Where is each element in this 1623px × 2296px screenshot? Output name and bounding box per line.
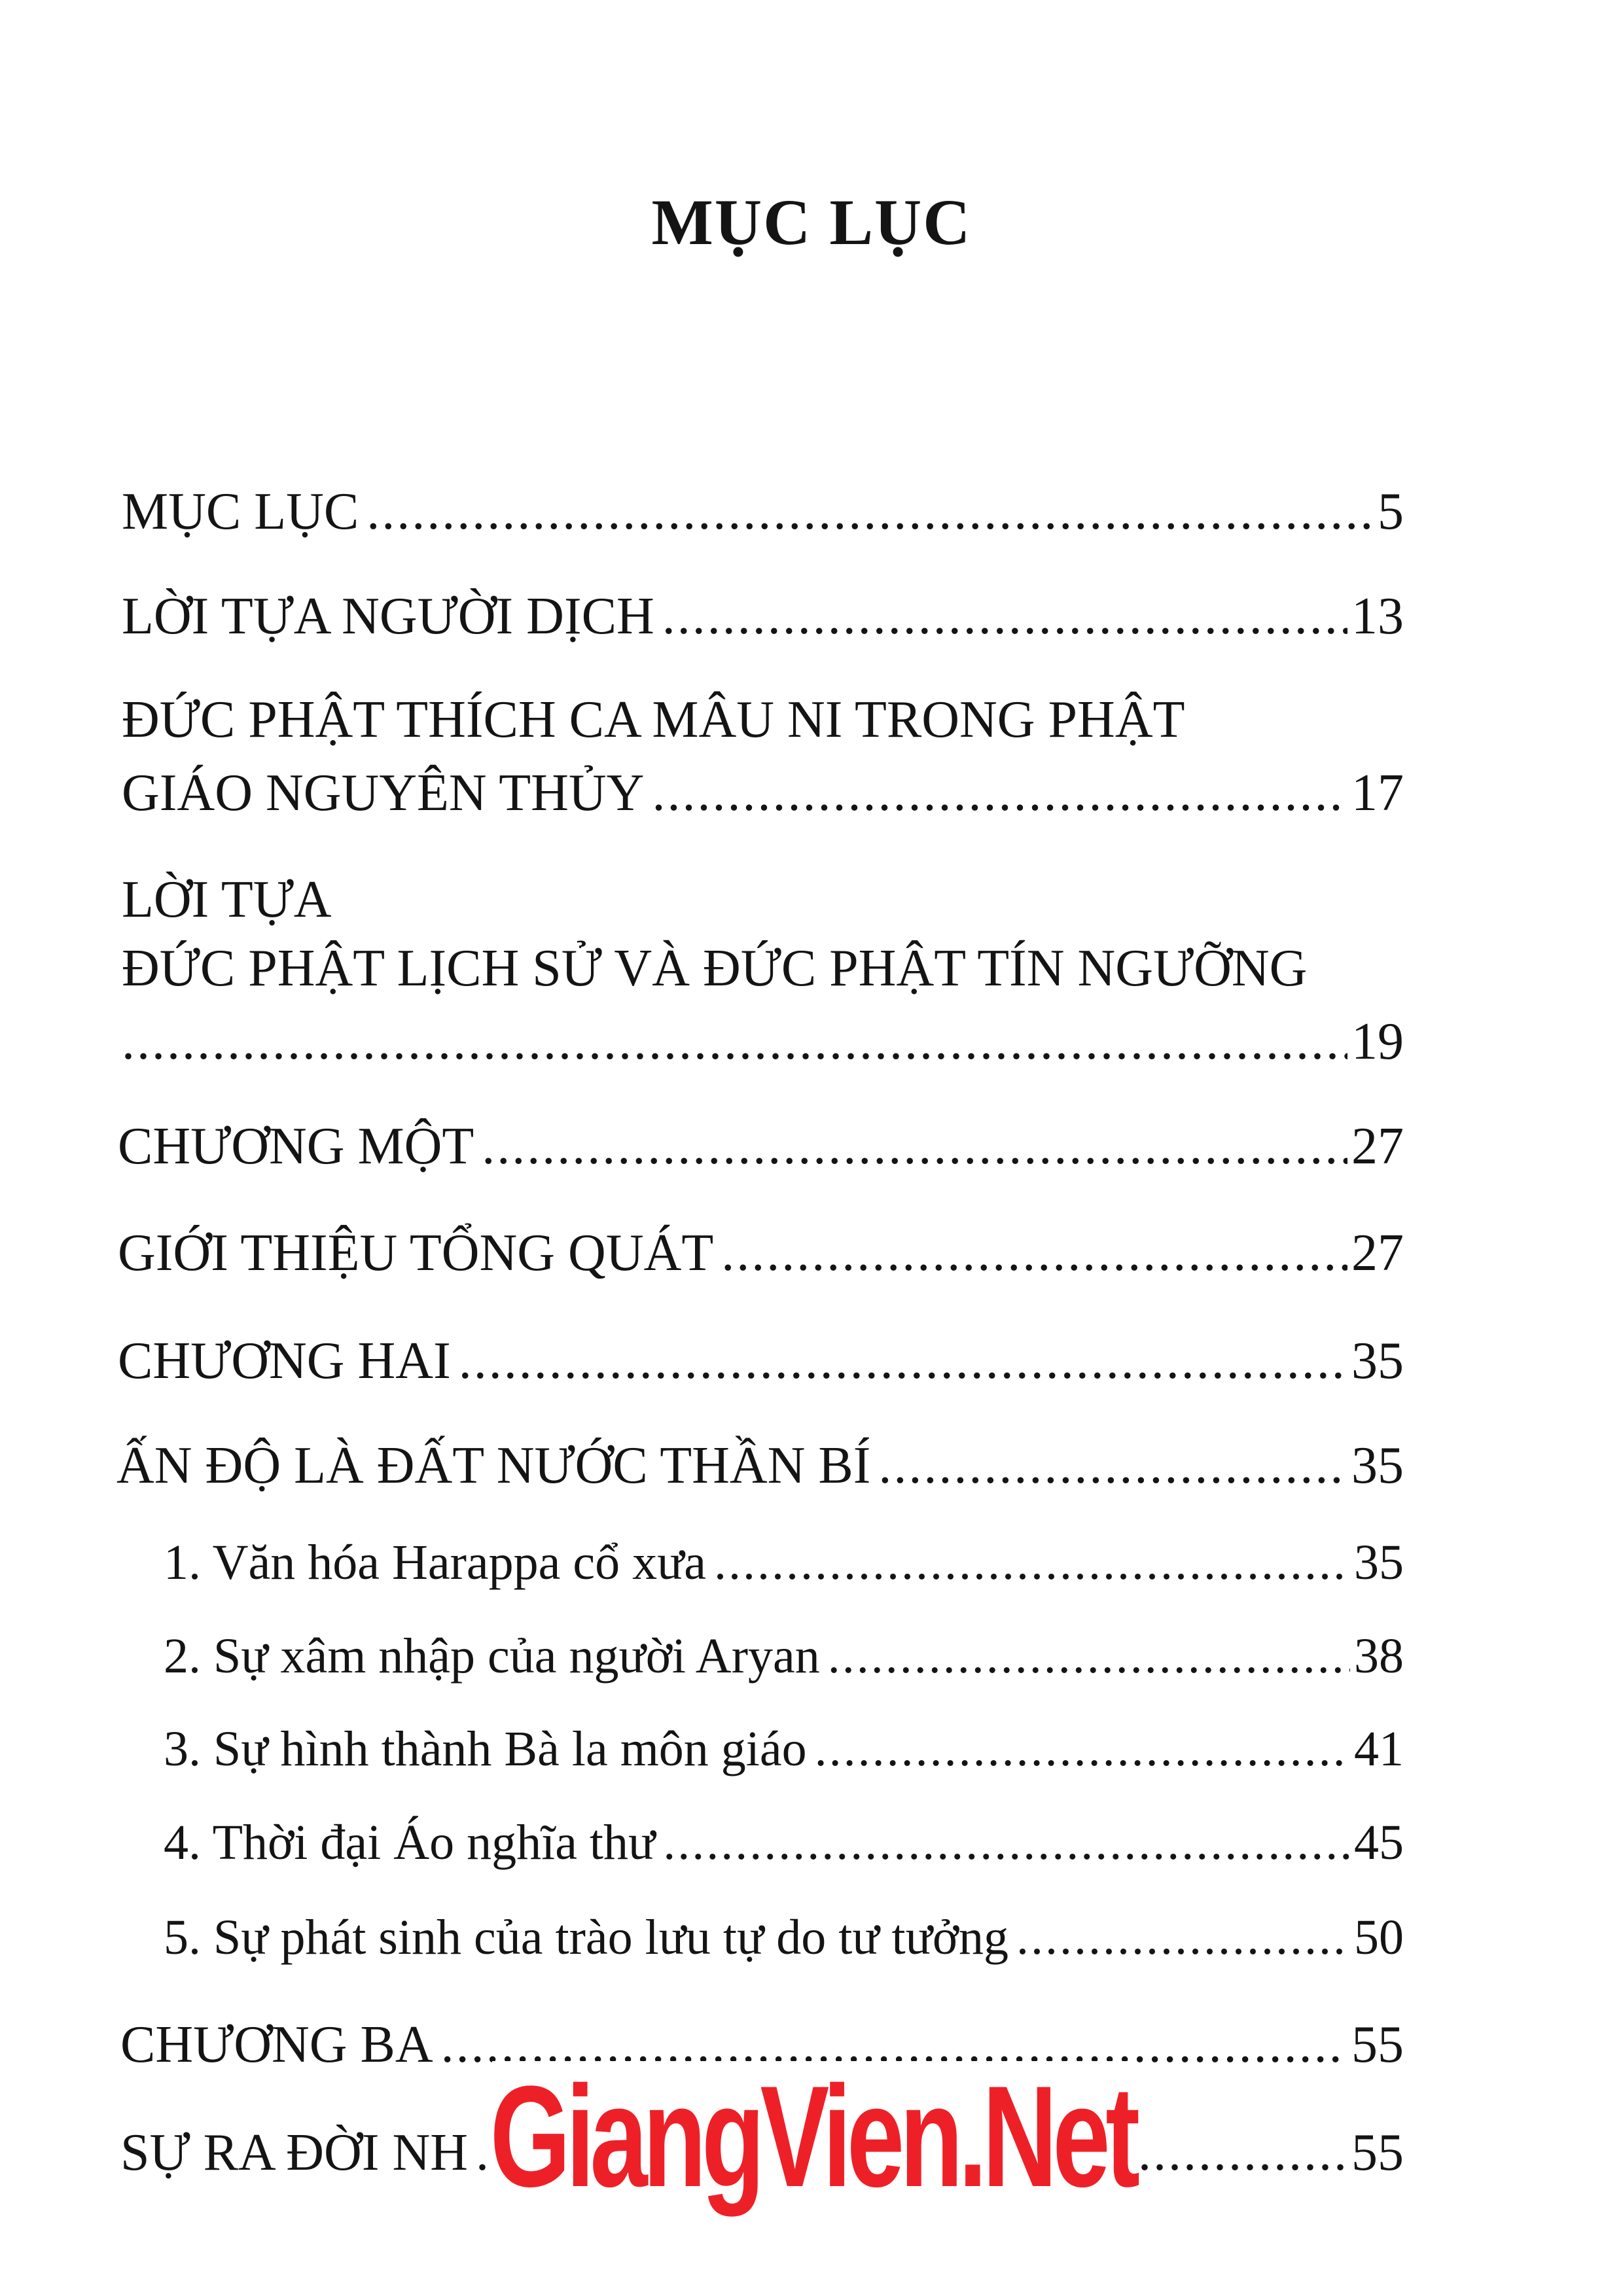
toc-entry-page: 27 — [1351, 1224, 1404, 1282]
dot-leader — [878, 1439, 1347, 1492]
toc-entry-title-line: ĐỨC PHẬT THÍCH CA MÂU NI TRONG PHẬT — [122, 691, 1185, 749]
toc-entry-page: 17 — [1351, 764, 1404, 822]
toc-entry-title: GIÁO NGUYÊN THỦY — [122, 764, 645, 822]
toc-entry-title: MỤC LỤC — [122, 483, 359, 540]
toc-entry-title: 3. Sự hình thành Bà la môn giáo — [164, 1722, 807, 1776]
dot-leader — [662, 590, 1347, 643]
dot-leader — [482, 1120, 1347, 1173]
toc-entry — [118, 1224, 1404, 1282]
dot-leader — [122, 1016, 1347, 1068]
dot-leader — [366, 486, 1374, 538]
toc-subentry — [164, 1629, 1404, 1684]
toc-entry-title-line: ĐỨC PHẬT LỊCH SỬ VÀ ĐỨC PHẬT TÍN NGƯỠNG — [122, 940, 1308, 997]
toc-entry-title: SỰ RA ĐỜI NH — [120, 2124, 469, 2181]
toc-entry-title: CHƯƠNG HAI — [118, 1332, 451, 1390]
toc-entry-title-line: LỜI TỰA — [122, 871, 332, 928]
dot-leader — [459, 1335, 1347, 1387]
toc-entry — [118, 1332, 1404, 1390]
dot-leader — [828, 1631, 1350, 1681]
dot-leader — [721, 1227, 1347, 1279]
toc-entry-title: CHƯƠNG MỘT — [118, 1118, 474, 1175]
toc-entry-page: 35 — [1351, 1437, 1404, 1494]
toc-entry-page: 55 — [1351, 2016, 1404, 2074]
toc-entry-page: 35 — [1354, 1535, 1404, 1590]
toc-entry-page: 35 — [1351, 1332, 1404, 1390]
toc-entry — [116, 1439, 1404, 1492]
toc-entry — [122, 764, 1404, 822]
toc-entry-title: GIỚI THIỆU TỔNG QUÁT — [118, 1224, 714, 1282]
page-title: MỤC LỤC — [651, 186, 972, 258]
toc-entry-page: 13 — [1351, 588, 1404, 645]
watermark-logo — [490, 2055, 1136, 2217]
toc-entry-title: CHƯƠNG BA — [120, 2016, 433, 2074]
toc-entry-title: ẤN ĐỘ LÀ ĐẤT NƯỚC THẦN BÍ — [116, 1437, 871, 1494]
dot-leader — [815, 1724, 1350, 1774]
dot-leader — [1016, 1913, 1350, 1962]
dot-leader — [652, 767, 1347, 819]
toc-entry — [118, 1120, 1404, 1173]
toc-entry-page: 27 — [1351, 1118, 1404, 1175]
toc-subentry — [164, 1815, 1404, 1870]
toc-entry-page: 38 — [1354, 1629, 1404, 1684]
toc-entry — [122, 483, 1404, 540]
toc-entry — [122, 1013, 1404, 1070]
toc-subentry — [164, 1535, 1404, 1590]
toc-subentry — [164, 1724, 1404, 1774]
toc-entry — [122, 590, 1404, 643]
toc-entry-title: LỜI TỰA NGƯỜI DỊCH — [122, 588, 654, 645]
toc-entry-page: 45 — [1354, 1815, 1404, 1870]
watermark-text: GiangVien.Net — [490, 2055, 1136, 2217]
toc-entry-page: 50 — [1354, 1910, 1404, 1965]
toc-entry-page: 5 — [1378, 483, 1404, 540]
dot-leader — [714, 1538, 1350, 1587]
dot-leader — [663, 1818, 1350, 1867]
toc-entry-page: 19 — [1351, 1013, 1404, 1070]
toc-entry-page: 41 — [1354, 1722, 1404, 1776]
toc-entry-title: 2. Sự xâm nhập của người Aryan — [164, 1629, 820, 1684]
toc-entry-title: 4. Thời đại Áo nghĩa thư — [164, 1815, 656, 1870]
toc-entry-title: 1. Văn hóa Harappa cổ xưa — [164, 1535, 707, 1590]
toc-subentry — [164, 1910, 1404, 1965]
toc-entry-page: 55 — [1351, 2124, 1404, 2181]
toc-entry-title: 5. Sự phát sinh của trào lưu tự do tư tưởng — [164, 1910, 1009, 1965]
